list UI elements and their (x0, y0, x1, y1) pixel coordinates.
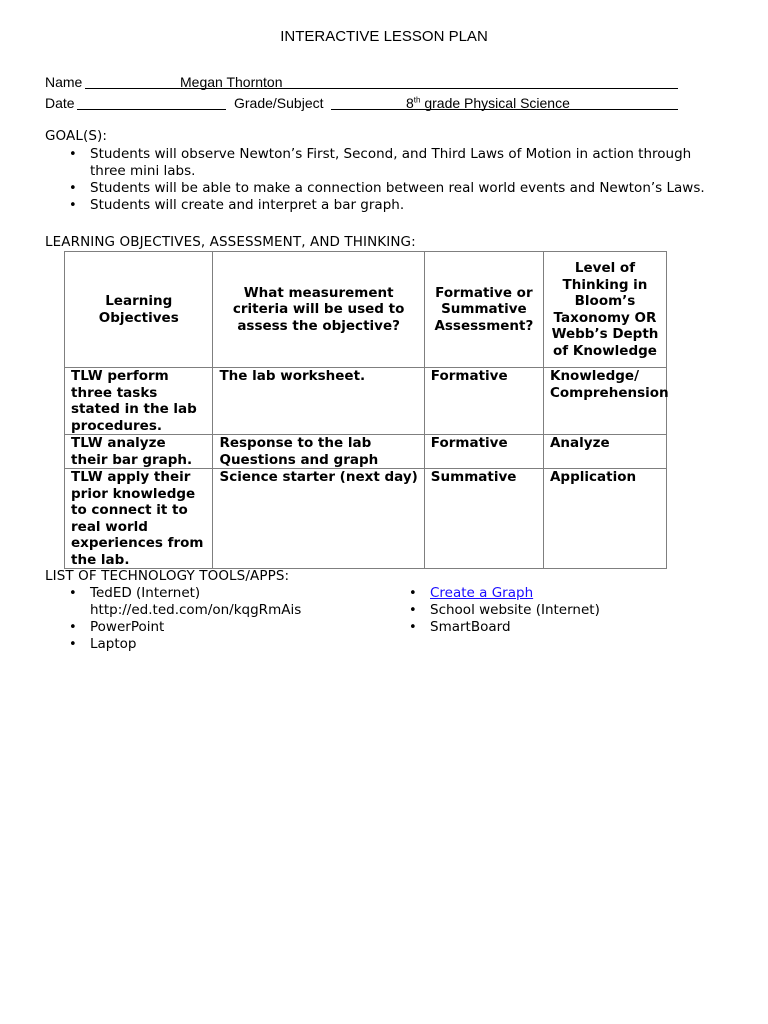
table-row (65, 435, 667, 469)
list-item (405, 585, 735, 602)
name-label: Name (45, 74, 83, 90)
header-cell: Level of Thinking in Bloom’s Taxonomy OR Webb’s Depth of Knowledge (543, 252, 666, 368)
tools-list-right (405, 585, 735, 636)
date-label: Date (45, 95, 75, 111)
table-cell: Application (543, 469, 666, 569)
table-row (65, 368, 667, 435)
table-header-row (65, 252, 667, 368)
page-title: INTERACTIVE LESSON PLAN (280, 28, 488, 45)
list-item: • Students will be able to make a connection between real world events and Newton’s Laws. (69, 180, 705, 196)
objectives-heading: LEARNING OBJECTIVES, ASSESSMENT, AND THINKING: (45, 234, 416, 250)
bullet-icon: • (409, 620, 417, 635)
table-cell: Knowledge/ Comprehension (543, 368, 666, 435)
date-underline (77, 109, 226, 110)
name-underline (85, 88, 678, 89)
bullet-icon: • (69, 147, 77, 162)
table-cell: Formative (424, 435, 543, 469)
table-cell: Science starter (next day) (213, 469, 424, 569)
table-cell: TLW apply their prior knowledge to connect it to real world experiences from the lab. (65, 469, 213, 569)
bullet-icon: • (69, 181, 77, 196)
list-item: • Students will create and interpret a bar graph. (69, 197, 405, 213)
tools-heading: LIST OF TECHNOLOGY TOOLS/APPS: (45, 568, 290, 584)
header-cell: What measurement criteria will be used to assess the objective? (213, 252, 424, 368)
table-row (65, 469, 667, 569)
create-a-graph-link[interactable]: Create a Graph (430, 585, 534, 601)
grade-value[interactable] (406, 95, 570, 111)
table-cell: Response to the lab Questions and graph (213, 435, 424, 469)
list-item: • Students will observe Newton’s First, Second, and Third Laws of Motion in action through three mini labs. (69, 146, 692, 179)
bullet-icon: • (409, 586, 417, 601)
name-value[interactable]: Megan Thornton (180, 74, 283, 90)
table-cell: Analyze (543, 435, 666, 469)
objectives-table (64, 251, 667, 569)
date-grade-row (45, 93, 680, 111)
tools-list-left (65, 585, 395, 653)
bullet-icon: • (409, 603, 417, 618)
list-item: • PowerPoint (69, 619, 165, 635)
table-cell: TLW analyze their bar graph. (65, 435, 213, 469)
list-item: • Laptop (69, 636, 137, 652)
name-row (45, 72, 680, 90)
list-item: • TedED (Internet) http://ed.ted.com/on/kqgRmAis (69, 585, 302, 618)
grade-number: 8 (406, 95, 414, 111)
header-cell: Learning Objectives (65, 252, 213, 368)
header-cell: Formative or Summative Assessment? (424, 252, 543, 368)
bullet-icon: • (69, 198, 77, 213)
goals-heading: GOAL(S): (45, 128, 108, 144)
grade-subject: grade Physical Science (420, 95, 570, 111)
grade-label: Grade/Subject (234, 95, 324, 111)
list-item: • SmartBoard (409, 619, 511, 635)
table-cell: Summative (424, 469, 543, 569)
bullet-icon: • (69, 637, 77, 652)
table-cell: TLW perform three tasks stated in the lab procedures. (65, 368, 213, 435)
grade-superscript: th (413, 95, 421, 105)
bullet-icon: • (69, 620, 77, 635)
table-cell: The lab worksheet. (213, 368, 424, 435)
bullet-icon: • (69, 586, 77, 601)
goals-list (65, 146, 725, 214)
table-cell: Formative (424, 368, 543, 435)
list-item: • School website (Internet) (409, 602, 600, 618)
